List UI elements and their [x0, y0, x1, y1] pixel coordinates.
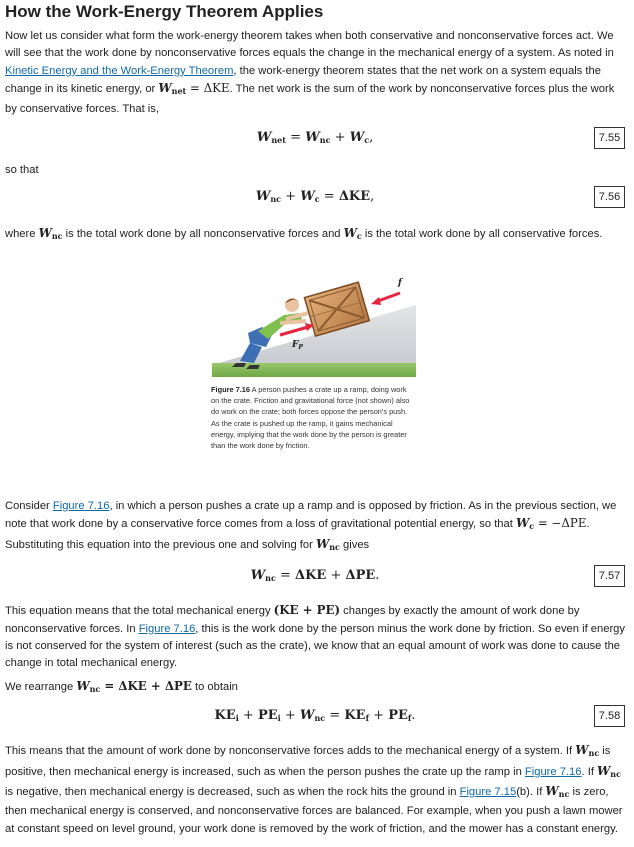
paragraph-intro: Now let us consider what form the work-energy theorem takes when both conservative and nonconservative forces act. We will see that the work done by nonconservative forces equals the change in the mechanical energy of a system. As noted in Kinetic Energy and the Work-Energy Theorem, the work-energy theorem states that the net work on a system equals the change in its kinetic energy, or $W_{net} = \Delta KE$. The net work is the sum of the work by nonconservative forces plus the work by conservative forces. That is,: [5, 30, 615, 115]
push-force-label: $F_P$: [292, 340, 303, 351]
math-w-net: $W_{net}$: [158, 81, 187, 97]
equation-7-55: [5, 120, 625, 158]
equation-expression: $KE_i + PE_i + W_{nc} = KE_f + PE_f$.: [214, 708, 416, 724]
equation-7-57: [5, 558, 625, 596]
paragraph-total-mechanical-energy: This equation means that the total mechanical energy (KE + PE) changes by exactly the amount of work done by nonconservative forces. In Figure 7.16, this is the work done by the person minus the work done by friction. So even if energy is not conserved for the system of interest (such as the crate), we know that an equal amount of work was done to cause the change in total mechanical energy.: [5, 603, 625, 670]
paragraph-rearrange: We rearrange $W_{nc} = \Delta KE + \Delta PE$ to obtain: [5, 678, 238, 694]
equation-expression: $W_{net} = W_{nc} + W_c$,: [256, 130, 374, 146]
friction-force-label: f: [398, 278, 402, 288]
friction-force-arrow: [371, 293, 400, 305]
link-figure-7-16[interactable]: Figure 7.16: [138, 622, 196, 635]
equation-7-56: [5, 179, 625, 217]
equation-number: 7.58: [594, 705, 625, 727]
equation-expression: $W_{nc} + W_c = \Delta KE$,: [255, 189, 375, 205]
push-force-arrow: [280, 323, 314, 335]
page-content: [5, 0, 625, 246]
figure-7-16: [210, 273, 418, 388]
equation-number: 7.55: [594, 127, 625, 149]
equation-expression: $W_{nc} = \Delta KE + \Delta PE$.: [250, 568, 380, 584]
page-content-lower: [5, 498, 625, 838]
equation-number: 7.56: [594, 186, 625, 208]
section-title: How the Work-Energy Theorem Applies: [5, 2, 324, 21]
paragraph-consider-figure: Consider Figure 7.16, in which a person pushes a crate up a ramp and is opposed by friction. As in the previous section, we note that work done by a conservative force comes from a loss of gravitational potential energy, so that $W_c = -\Delta PE$. Substituting this equation into the previous one and solving for $W_{nc}$ gives: [5, 500, 617, 552]
paragraph-wnc-definition: where $W_{nc}$ is the total work done by all nonconservative forces and $W_c$ is the total work done by all conservative forces.: [5, 226, 603, 242]
equation-number: 7.57: [594, 565, 625, 587]
paragraph-conclusion: This means that the amount of work done by nonconservative forces adds to the mechanical energy of a system. If $W_{nc}$ is positive, then mechanical energy is increased, such as when the person pushes the crate up the ramp in Figure 7.16. If $W_{nc}$ is negative, then mechanical energy is decreased, such as when the rock hits the ground in Figure 7.15(b). If $W_{nc}$ is zero, then mechanical energy is conserved, and nonconservative forces are balanced. For example, when you push a lawn mower at constant speed on level ground, your work done is removed by the work of friction, and the mower has a constant energy.: [5, 743, 623, 835]
link-figure-7-15[interactable]: Figure 7.15: [459, 786, 517, 799]
equation-7-58: [5, 698, 625, 736]
link-figure-7-16[interactable]: Figure 7.16: [52, 500, 110, 512]
figure-caption: Figure 7.16 A person pushes a crate up a ramp, doing work on the crate. Friction and gravitational force (not shown) also do work on the crate; both forces oppose the person's push. As the crate is pushed up the ramp, it gains mechanical energy, implying that the work done by the person is greater than the work done by friction.: [211, 385, 410, 451]
paragraph-so-that: so that: [5, 164, 39, 177]
link-kinetic-energy[interactable]: Kinetic Energy and the Work-Energy Theorem: [5, 64, 234, 77]
link-figure-7-16[interactable]: Figure 7.16: [524, 765, 582, 778]
crate-ramp-illustration: [210, 273, 418, 383]
